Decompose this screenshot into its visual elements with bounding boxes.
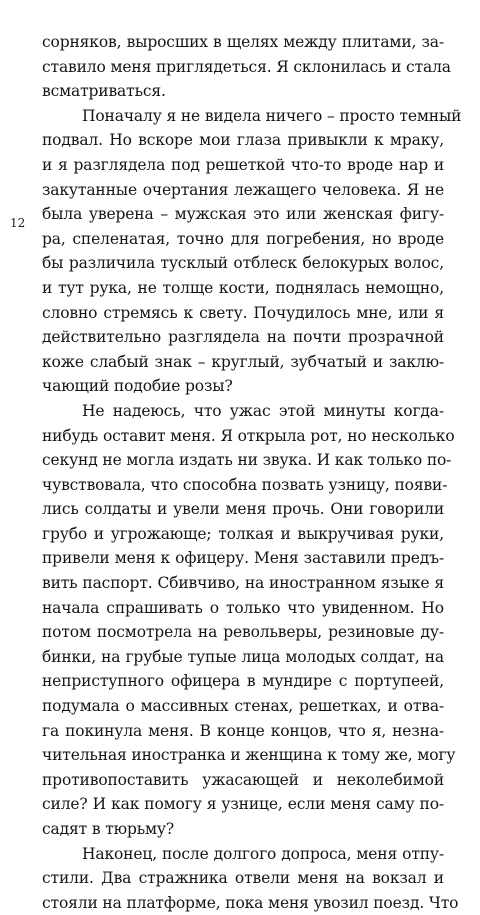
text-line: действительно разглядела на почти прозрачной — [42, 328, 444, 347]
text-line: противопоставить ужасающей и неколебимой — [42, 770, 444, 789]
text-line: закутанные очертания лежащего человека. Я не — [42, 180, 444, 199]
text-line: нибудь оставит меня. Я открыла рот, но несколько — [42, 426, 455, 445]
text-line: неприступного офицера в мундире с портупеей, — [42, 672, 444, 691]
text-line: секунд не могла издать ни звука. И как только по- — [42, 451, 452, 470]
text-line: чающий подобие розы? — [42, 377, 233, 396]
text-line: чительная иностранка и женщина к тому же, могу — [42, 746, 456, 765]
body-text — [42, 30, 462, 915]
text-line: Поначалу я не видела ничего – просто темный — [82, 106, 462, 125]
text-line: ра, спеленатая, точно для погребения, но вроде — [42, 229, 444, 248]
text-line: всматриваться. — [42, 82, 166, 101]
text-line: лись солдаты и увели меня прочь. Они говорили — [42, 500, 444, 519]
text-line: привели меня к офицеру. Меня заставили предъ- — [42, 549, 444, 568]
text-line: стояли на платформе, пока меня увозил поезд. Что — [42, 893, 459, 912]
text-line: потом посмотрела на револьверы, резиновые ду- — [42, 623, 444, 642]
page-number: 12 — [10, 216, 26, 230]
text-line: и я разглядела под решеткой что-то вроде нар и — [42, 155, 444, 174]
text-line: силе? И как помогу я узнице, если меня саму по- — [42, 795, 444, 814]
text-line: и тут рука, не толще кости, поднялась немощно, — [42, 278, 444, 297]
text-line: бинки, на грубые тупые лица молодых солдат, на — [42, 647, 444, 666]
text-line: вить паспорт. Сбивчиво, на иностранном языке я — [42, 574, 444, 593]
text-line: садят в тюрьму? — [42, 820, 175, 838]
text-line: грубо и угрожающе; толкая и выкручивая руки, — [42, 524, 444, 543]
text-line: подвал. Но вскоре мои глаза привыкли к мраку, — [42, 131, 444, 150]
text-line: подумала о массивных стенах, решетках, и отва- — [42, 697, 444, 716]
text-line: га покинула меня. В конце концов, что я, незна- — [42, 721, 444, 740]
text-line: бы различила тусклый отблеск белокурых волос, — [42, 254, 444, 273]
text-line: сорняков, выросших в щелях между плитами, за- — [42, 33, 444, 51]
text-line: была уверена – мужская это или женская фигу- — [42, 205, 444, 224]
text-line: начала спрашивать о только что увиденном. Но — [42, 598, 444, 617]
text-line: ставило меня приглядеться. Я склонилась и стала — [42, 57, 451, 76]
text-line: словно стремясь к свету. Почудилось мне, или я — [42, 303, 444, 322]
text-line: коже слабый знак – круглый, зубчатый и заклю- — [42, 352, 444, 371]
text-line: Не надеюсь, что ужас этой минуты когда- — [82, 401, 444, 420]
text-line: стили. Два стражника отвели меня на вокзал и — [42, 869, 444, 888]
text-line: Наконец, после долгого допроса, меня отпу- — [82, 844, 444, 863]
text-line: чувствовала, что способна позвать узницу, появи- — [42, 475, 448, 494]
